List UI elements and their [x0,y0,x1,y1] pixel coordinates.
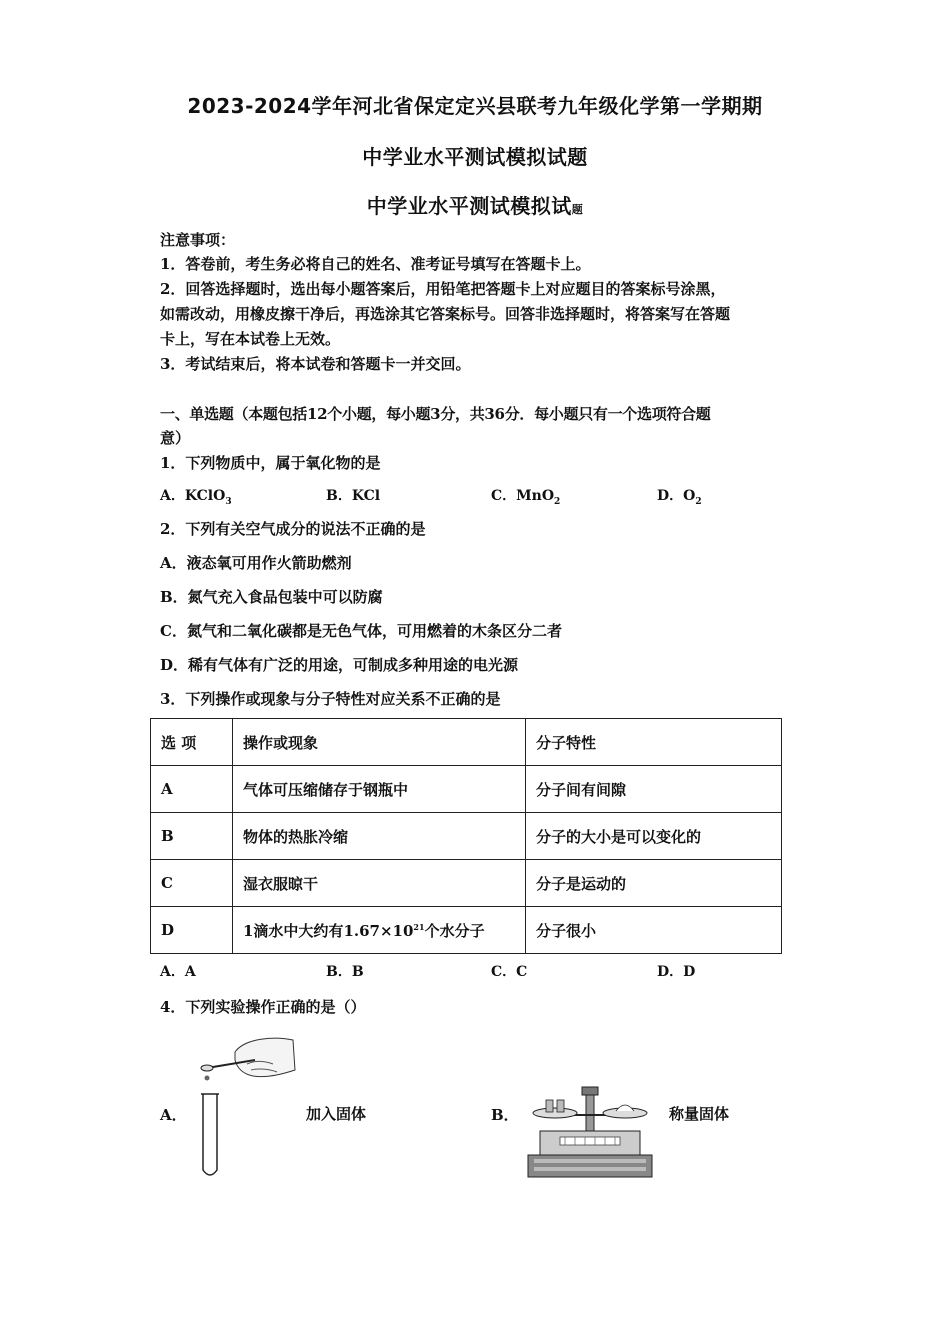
notice-item-3: 3．考试结束后，将本试卷和答题卡一并交回。 [160,355,471,373]
title-line-3-main: 中学业水平测试模拟试 [366,194,572,218]
q4-option-a-letter: A． [160,1106,187,1124]
table-cell: A [151,766,233,813]
table-header-cell: 分子特性 [526,719,782,766]
q1-option-d: D．$O_2$ [657,488,702,507]
notice-item-2-cont: 如需改动，用橡皮擦干净后，再选涂其它答案标号。回答非选择题时，将答案写在答题 [160,305,731,323]
q4-option-b-letter: B． [491,1106,519,1124]
table-cell: 1滴水中大约有$1.67\times 10^{21}$个水分子 [233,907,526,954]
notice-item-2: 2．回答选择题时，选出每小题答案后，用铅笔把答题卡上对应题目的答案标号涂黑， [160,280,726,298]
notice-item-1: 1．答卷前，考生务必将自己的姓名、准考证号填写在答题卡上。 [160,255,591,273]
table-row [151,860,782,907]
q1-stem: 1．下列物质中，属于氧化物的是 [160,454,381,472]
q1-option-c: C．MnO$_2$ [491,488,561,507]
q3-answer-c: C．C [491,964,528,980]
table-row [151,813,782,860]
q4-stem: 4．下列实验操作正确的是（） [160,998,366,1016]
table-cell: B [151,813,233,860]
notice-item-2-end: 卡上，写在本试卷上无效。 [160,330,341,348]
table-row [151,766,782,813]
q3-table [150,718,782,954]
table-cell: 湿衣服晾干 [233,860,526,907]
q2-stem: 2．下列有关空气成分的说法不正确的是 [160,520,426,538]
q2-option-c: C．氮气和二氧化碳都是无色气体，可用燃着的木条区分二者 [160,622,562,640]
table-cell: 分子间有间隙 [526,766,782,813]
table-row [151,907,782,954]
title-line-3-small: 题 [571,203,584,216]
q2-option-a: A．液态氧可用作火箭助燃剂 [160,554,352,572]
table-cell: D [151,907,233,954]
table-cell: 气体可压缩储存于钢瓶中 [233,766,526,813]
table-cell: 分子很小 [526,907,782,954]
table-header-cell: 选 项 [151,719,233,766]
table-header-row [151,719,782,766]
q1-option-a: A．KClO$_3$ [160,488,232,507]
q3-answer-d: D．D [657,964,696,980]
test-tube-spatula-illustration [185,1030,300,1180]
notice-heading: 注意事项： [160,231,236,249]
q1-option-b: B．KCl [326,488,381,504]
table-cell: C [151,860,233,907]
title-line-2: 中学业水平测试模拟试题 [362,145,588,169]
title-line-3 [0,190,950,219]
table-cell: 分子的大小是可以变化的 [526,813,782,860]
table-header-cell: 操作或现象 [233,719,526,766]
q4-option-a-caption: 加入固体 [306,1105,367,1123]
balance-scale-illustration [520,1085,660,1180]
section1-heading: 一、单选题（本题包括12个小题，每小题3分，共36分．每小题只有一个选项符合题 [160,405,711,423]
q3-stem: 3．下列操作或现象与分子特性对应关系不正确的是 [160,690,501,708]
q2-option-b: B．氮气充入食品包装中可以防腐 [160,588,383,606]
q2-option-d: D．稀有气体有广泛的用途，可制成多种用途的电光源 [160,656,519,674]
table-cell: 分子是运动的 [526,860,782,907]
q3-answer-b: B．B [326,964,364,980]
q3-answer-a: A．A [160,964,196,980]
title-line-1: 2023-2024学年河北省保定定兴县联考九年级化学第一学期期 [187,94,763,118]
section1-heading-cont: 意） [160,429,191,447]
table-cell: 物体的热胀冷缩 [233,813,526,860]
q4-option-b-caption: 称量固体 [669,1105,730,1123]
